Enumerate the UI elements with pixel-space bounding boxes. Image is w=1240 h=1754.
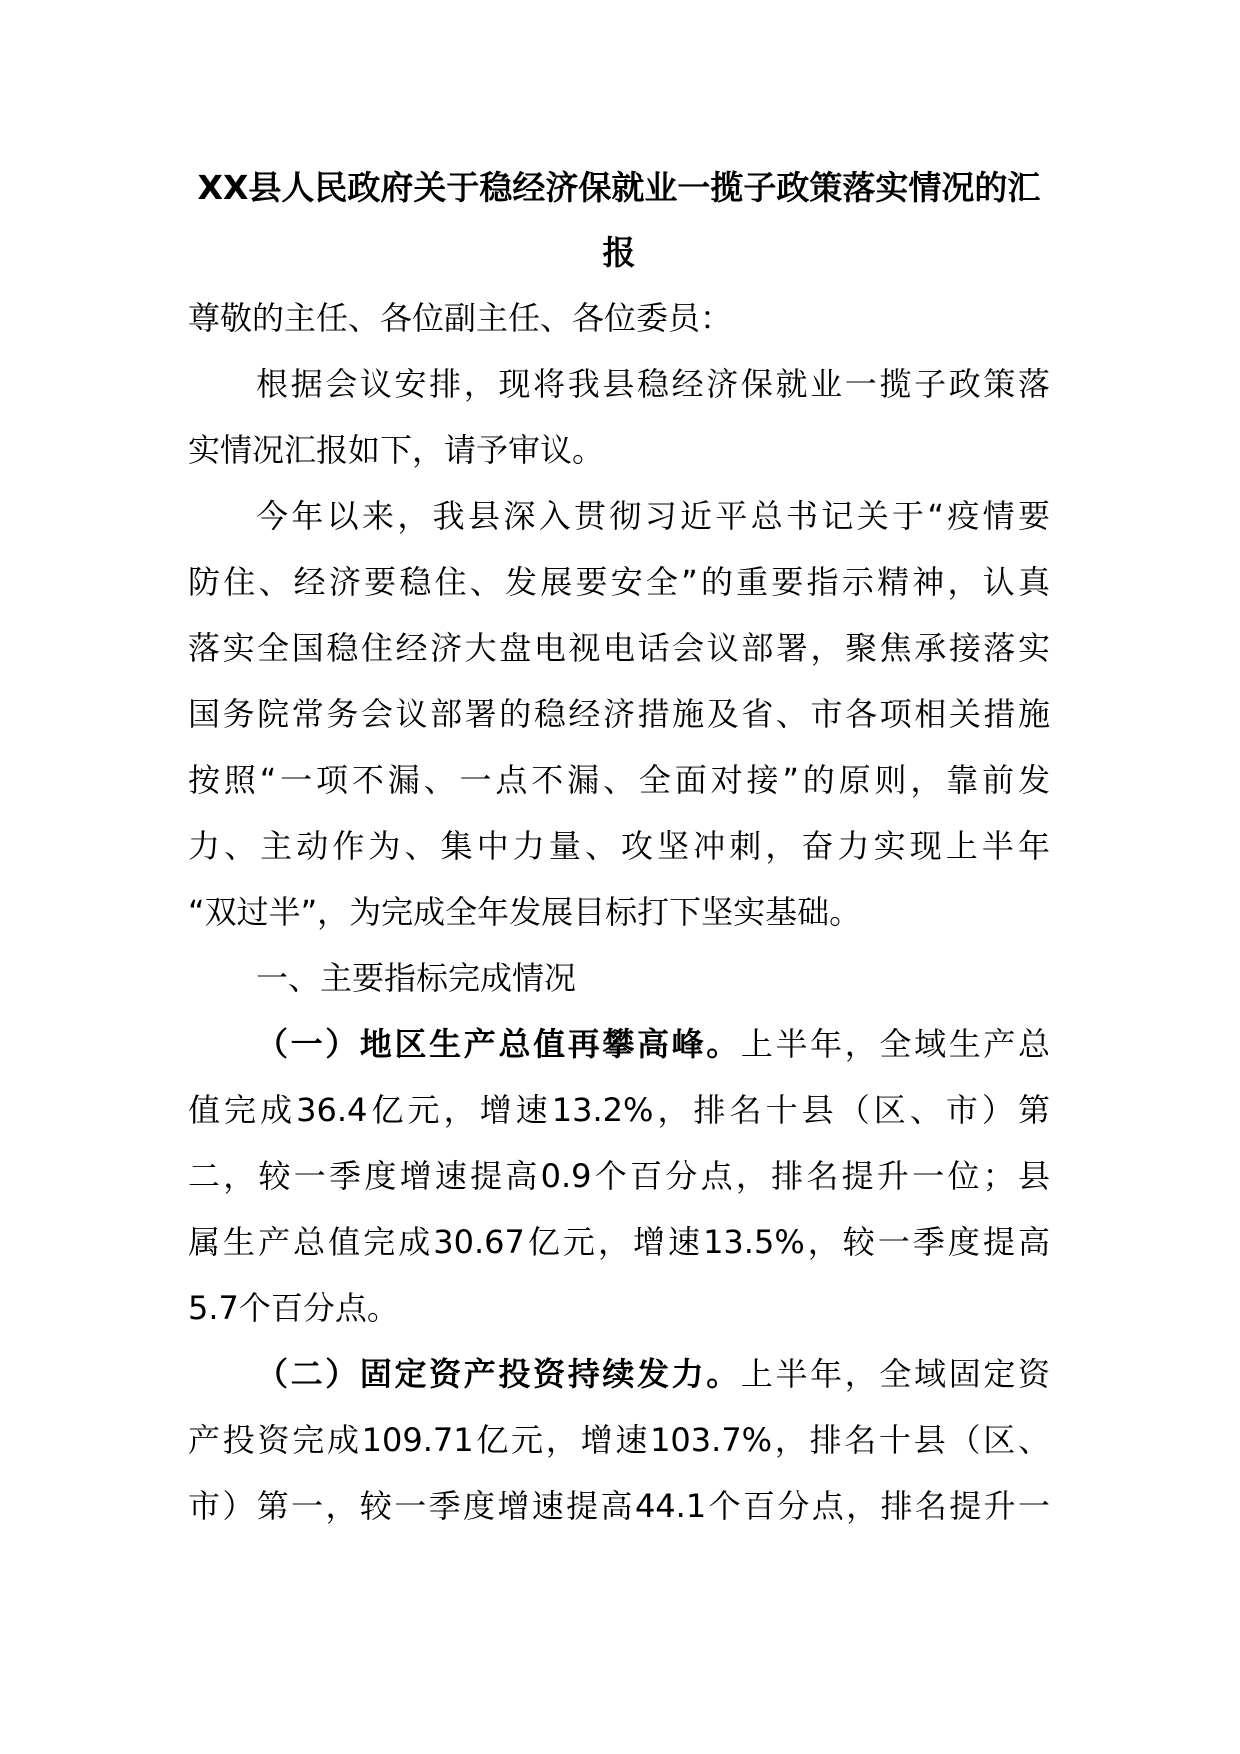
paragraph-line: 力、主动作为、集中力量、攻坚冲刺，奋力实现上半年 xyxy=(188,827,1050,865)
paragraph-line: 国务院常务会议部署的稳经济措施及省、市各项相关措施 xyxy=(188,695,1050,733)
section-heading: 一、主要指标完成情况 xyxy=(256,959,577,997)
paragraph-line: 属生产总值完成30.67亿元，增速13.5%，较一季度提高 xyxy=(188,1223,1050,1261)
paragraph-line: “双过半”，为完成全年发展目标打下坚实基础。 xyxy=(188,893,862,931)
document-title-line2: 报 xyxy=(602,233,636,272)
paragraph-line: 按照“一项不漏、一点不漏、全面对接”的原则，靠前发 xyxy=(188,761,1050,799)
paragraph-text: 上半年，全域生产总 xyxy=(740,1025,1050,1063)
paragraph-line: 值完成36.4亿元，增速13.2%，排名十县（区、市）第 xyxy=(188,1091,1050,1129)
salutation: 尊敬的主任、各位副主任、各位委员： xyxy=(188,299,733,337)
document-title-line1: XX县人民政府关于稳经济保就业一揽子政策落实情况的汇 xyxy=(197,168,1041,207)
section2-first-line xyxy=(188,1341,1050,1407)
paragraph-line: 落实全国稳住经济大盘电视电话会议部署，聚焦承接落实 xyxy=(188,629,1050,667)
paragraph-line: 防住、经济要稳住、发展要安全”的重要指示精神，认真 xyxy=(188,563,1050,601)
paragraph-line: 二，较一季度增速提高0.9个百分点，排名提升一位；县 xyxy=(188,1157,1050,1195)
section1-heading: （一）地区生产总值再攀高峰。 xyxy=(256,1025,741,1063)
section1-first-line xyxy=(188,1011,1050,1077)
paragraph-line: 根据会议安排，现将我县稳经济保就业一揽子政策落 xyxy=(256,365,1050,403)
section2-heading: （二）固定资产投资持续发力。 xyxy=(256,1355,741,1393)
paragraph-line: 今年以来，我县深入贯彻习近平总书记关于“疫情要 xyxy=(256,497,1050,535)
paragraph-line: 市）第一，较一季度增速提高44.1个百分点，排名提升一 xyxy=(188,1487,1050,1525)
paragraph-text: 上半年，全域固定资 xyxy=(740,1355,1050,1393)
paragraph-line: 实情况汇报如下，请予审议。 xyxy=(188,431,605,469)
paragraph-line: 产投资完成109.71亿元，增速103.7%，排名十县（区、 xyxy=(188,1421,1050,1459)
paragraph-line: 5.7个百分点。 xyxy=(188,1289,399,1327)
